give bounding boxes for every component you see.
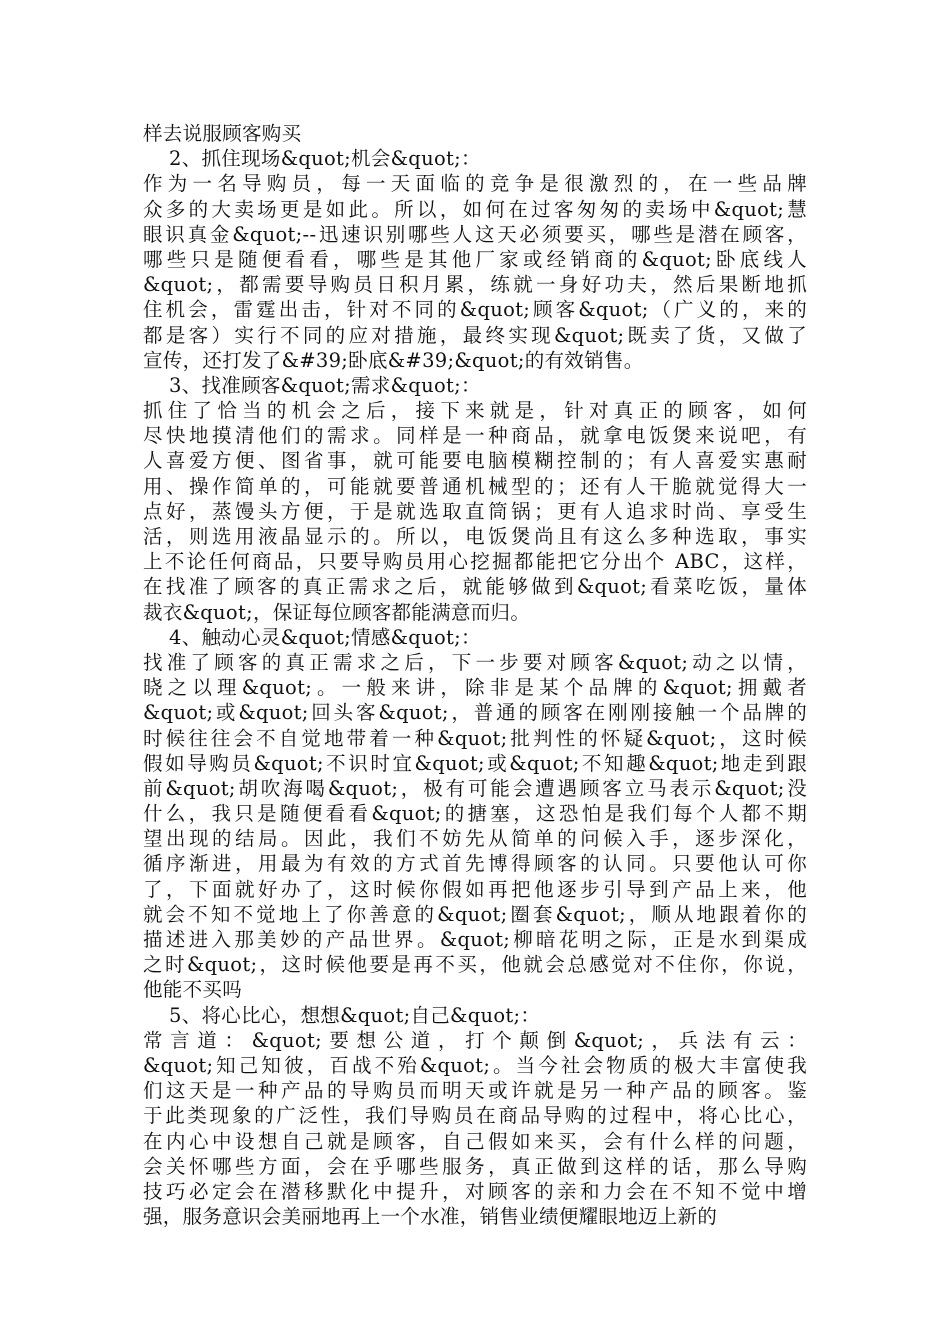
text-line: 常言道：&quot;要想公道，打个颠倒&quot;，兵法有云：	[143, 1028, 807, 1052]
text-line: 人喜爱方便、图省事，就可能要电脑模糊控制的；有人喜爱实惠耐	[143, 449, 807, 473]
text-line: 于此类现象的广泛性，我们导购员在商品导购的过程中，将心比心，	[143, 1104, 807, 1128]
text-line: 作为一名导购员，每一天面临的竞争是很激烈的，在一些品牌	[143, 172, 807, 196]
text-line: 3、找准顾客&quot;需求&quot;：	[143, 373, 481, 397]
text-line: 了，下面就好办了，这时候你假如再把他逐步引导到产品上来，他	[143, 877, 807, 901]
text-line: 2、抓住现场&quot;机会&quot;：	[143, 147, 481, 171]
text-line: &quot;知己知彼，百战不殆&quot;。当今社会物质的极大丰富使我	[143, 1053, 807, 1077]
text-line: 在内心中设想自己就是顾客，自己假如来买，会有什么样的问题，	[143, 1129, 807, 1153]
text-line: 众多的大卖场更是如此。所以，如何在过客匆匆的卖场中&quot;慧	[143, 197, 807, 221]
text-line: 宣传，还打发了&#39;卧底&#39;&quot;的有效销售。	[143, 348, 644, 372]
text-line: 用、操作简单的，可能就要普通机械型的；还有人干脆就觉得大一	[143, 474, 807, 498]
text-line: 样去说服顾客购买	[143, 122, 302, 145]
text-line: 住机会，雷霆出击，针对不同的&quot;顾客&quot;（广义的，来的	[143, 298, 807, 322]
text-line: 他能不买吗	[143, 978, 243, 1002]
text-line: 描述进入那美妙的产品世界。&quot;柳暗花明之际，正是水到渠成	[143, 928, 807, 951]
text-line: 会关怀哪些方面，会在乎哪些服务，真正做到这样的话，那么导购	[143, 1154, 807, 1178]
text-line: &quot;或&quot;回头客&quot;，普通的顾客在刚刚接触一个品牌的	[143, 701, 807, 725]
text-line: &quot;，都需要导购员日积月累，练就一身好功夫，然后果断地抓	[143, 273, 807, 297]
text-line: 裁衣&quot;，保证每位顾客都能满意而归。	[143, 600, 531, 624]
text-line: 上不论任何商品，只要导购员用心挖掘都能把它分出个 ABC，这样，	[143, 550, 807, 574]
text-line: 哪些只是随便看看，哪些是其他厂家或经销商的&quot;卧底线人	[143, 247, 807, 271]
text-line: 望出现的结局。因此，我们不妨先从简单的问候入手，逐步深化，	[143, 827, 807, 851]
text-line: 之时&quot;，这时候他要是再不买，他就会总感觉对不住你，你说，	[143, 953, 807, 977]
text-line: 时候往往会不自觉地带着一种&quot;批判性的怀疑&quot;，这时候	[143, 726, 807, 750]
text-line: 们这天是一种产品的导购员而明天或许就是另一种产品的顾客。鉴	[143, 1079, 807, 1103]
text-line: 眼识真金&quot;--迅速识别哪些人这天必须要买，哪些是潜在顾客，	[143, 222, 807, 246]
text-line: 技巧必定会在潜移默化中提升，对顾客的亲和力会在不知不觉中增	[143, 1179, 807, 1203]
text-line: 在找准了顾客的真正需求之后，就能够做到&quot;看菜吃饭，量体	[143, 575, 807, 599]
text-line: 什么，我只是随便看看&quot;的搪塞，这恐怕是我们每个人都不期	[143, 802, 807, 826]
text-line: 点好，蒸馒头方便，于是就选取直筒锅；更有人追求时尚、享受生	[143, 499, 807, 523]
text-line: 就会不知不觉地上了你善意的&quot;圈套&quot;，顺从地跟着你的	[143, 902, 807, 926]
text-line: 4、触动心灵&quot;情感&quot;：	[143, 625, 481, 649]
text-line: 尽快地摸清他们的需求。同样是一种商品，就拿电饭煲来说吧，有	[143, 424, 807, 448]
text-line: 活，则选用液晶显示的。所以，电饭煲尚且有这么多种选取，事实	[143, 525, 807, 548]
text-line: 都是客）实行不同的应对措施，最终实现&quot;既卖了货，又做了	[143, 323, 807, 347]
text-line: 强，服务意识会美丽地再上一个水准，销售业绩便耀眼地迈上新的	[143, 1205, 718, 1229]
text-line: 抓住了恰当的机会之后，接下来就是，针对真正的顾客，如何	[143, 399, 807, 423]
text-line: 前&quot;胡吹海喝&quot;，极有可能会遭遇顾客立马表示&quot;没	[143, 776, 807, 800]
text-line: 假如导购员&quot;不识时宜&quot;或&quot;不知趣&quot;地走到跟	[143, 751, 807, 775]
text-line: 找准了顾客的真正需求之后，下一步要对顾客&quot;动之以情，	[143, 650, 807, 674]
text-line: 循序渐进，用最为有效的方式首先博得顾客的认同。只要他认可你	[143, 852, 807, 876]
document-body	[143, 121, 807, 1229]
text-line: 5、将心比心，想想&quot;自己&quot;：	[143, 1003, 541, 1027]
text-line: 晓之以理&quot;。一般来讲，除非是某个品牌的&quot;拥戴者	[143, 676, 807, 700]
